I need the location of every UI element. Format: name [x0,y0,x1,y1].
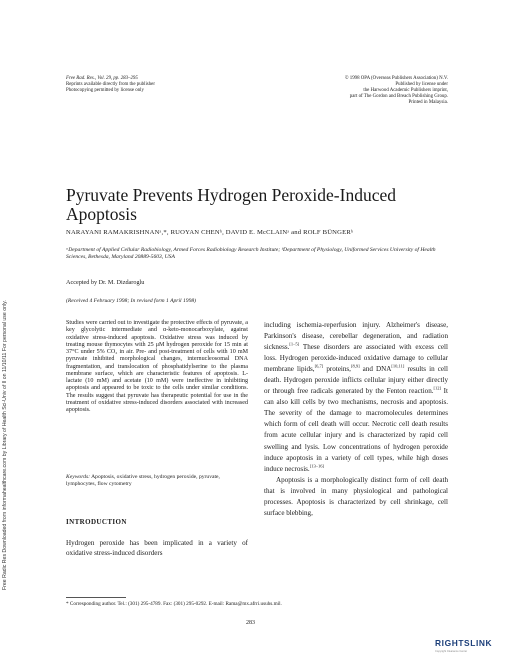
introduction-paragraph-1 [264,320,448,475]
accepted-by: Accepted by Dr. M. Dizdaroglu [66,279,145,286]
paper-title: Pyruvate Prevents Hydrogen Peroxide-Induced Apoptosis [66,185,396,224]
download-watermark [2,180,14,600]
copyright-line: © 1998 OPA (Overseas Publishers Association) N.V. [344,76,448,81]
corresponding-author-footnote: * Corresponding author. Tel.: (301) 295-4789. Fax: (301) 295-0292. E-mail: Rama@mx.afrri.usuhs.mil. [66,601,282,607]
journal-header [66,76,236,94]
reference-1-5[interactable]: [1–5] [289,341,300,347]
keywords-label: Keywords: [66,474,91,480]
photocopy-note: Photocopying permitted by license only [66,88,144,93]
reference-13-16[interactable]: [13–16] [309,463,324,469]
rightslink-logo[interactable] [435,633,495,653]
rightslink-tagline: Copyright Clearance Center [435,650,468,653]
footnote-divider [66,597,126,598]
text-run: and DNA [359,365,392,374]
page-number: 283 [246,620,255,626]
text-run: results in cell death. Hydrogen peroxide inflicts cellular injury either directly or through free radicals generated by the Fenton reaction. [264,365,448,396]
affiliations: ᵃDepartment of Applied Cellular Radiobiology, Armed Forces Radiobiology Research Institute; ᵇDepartment of Physiology, Uniformed Services University of Health Sciences, Bethesda, Maryland 20889-5603, USA [66,247,436,260]
keywords-list: Apoptosis, oxidative stress, hydrogen peroxide, pyruvate, lymphocytes, flow cytometry [66,474,220,487]
reprint-note: Reprints available directly from the publisher [66,82,155,87]
introduction-paragraph-2: Apoptosis is a morphologically distinct form of cell death that is involved in many physiological and pathological processes. Apoptosis is characterized by cell shrinkage, cell surface blebbing, [264,475,448,517]
keywords [66,474,248,488]
group-line: part of The Gordon and Breach Publishing Group. [349,94,448,99]
download-watermark-text: Free Radic Res Downloaded from informahealthcare.com by Library of Health Sci-Univ of Il on 11/10/11 For personal use only. [2,300,8,590]
abstract: Studies were carried out to investigate the protective effects of pyruvate, a key glycolytic intermediate and α-keto-monocarboxylate, against oxidative stress-induced apoptosis. Oxidative stress was induced by treating mouse thymocytes with 25 μM hydrogen peroxide for 15 min at 37°C under 5% CO₂ in air. Pre- and post-treatment of cells with 10 mM pyruvate inhibited morphological changes, internucleosomal DNA fragmentation, and translocation of phosphatidylserine to the plasma membrane surface, which are characteristic features of apoptosis. L-lactate (10 mM) and acetate (10 mM) were ineffective in inhibiting apoptosis and appeared to be toxic to the cells under similar conditions. The results suggest that pyruvate has therapeutic potential for use in the treatment of oxidative stress-induced disorders associated with increased apoptosis. [66,320,248,413]
reference-10-11[interactable]: [10,11] [391,363,405,369]
copyright-header [300,76,448,106]
journal-citation: Free Rad. Res., Vol. 29, pp. 283–295 [66,76,138,81]
rightslink-wordmark: RIGHTSLINK [435,638,493,648]
printed-line: Printed in Malaysia. [408,100,448,105]
reference-6-7[interactable]: [6,7] [314,363,324,369]
license-line: Published by license under [395,82,448,87]
text-run: It can also kill cells by two mechanisms, necrosis and apoptosis. The severity of the damage to macromolecules determines which form of cell death will occur. Necrotic cell death results from acute cellular injury and is characterized by rapid cell swelling and lysis. Low concentrations of hydrogen peroxide induce apoptosis in a variety of cell types, while high doses induce necrosis. [264,387,448,473]
section-heading-introduction: INTRODUCTION [66,518,127,526]
right-column [264,320,448,519]
received-dates: (Received 4 February 1998; In revised form 1 April 1998) [66,298,197,304]
reference-12[interactable]: [12] [433,385,442,391]
imprint-line: the Harwood Academic Publishers imprint, [363,88,448,93]
introduction-paragraph-left: Hydrogen peroxide has been implicated in a variety of oxidative stress-induced disorders [66,539,248,557]
author-list: NARAYANI RAMAKRISHNANᵃ,*, RUOYAN CHENᵇ, DAVID E. McCLAINᵃ and ROLF BÜNGERᵇ [66,229,354,236]
reference-8-9[interactable]: [8,9] [350,363,360,369]
text-run: proteins, [323,365,351,374]
text-run: including ischemia-reperfusion injury. Alzheimer's disease, Parkinson's disease, cerebellar degeneration, and radiation sickness. [264,321,448,352]
text-run: These disorders are associated with excess cell loss. Hydrogen peroxide-induced oxidative damage to cellular membrane lipids, [264,343,448,374]
